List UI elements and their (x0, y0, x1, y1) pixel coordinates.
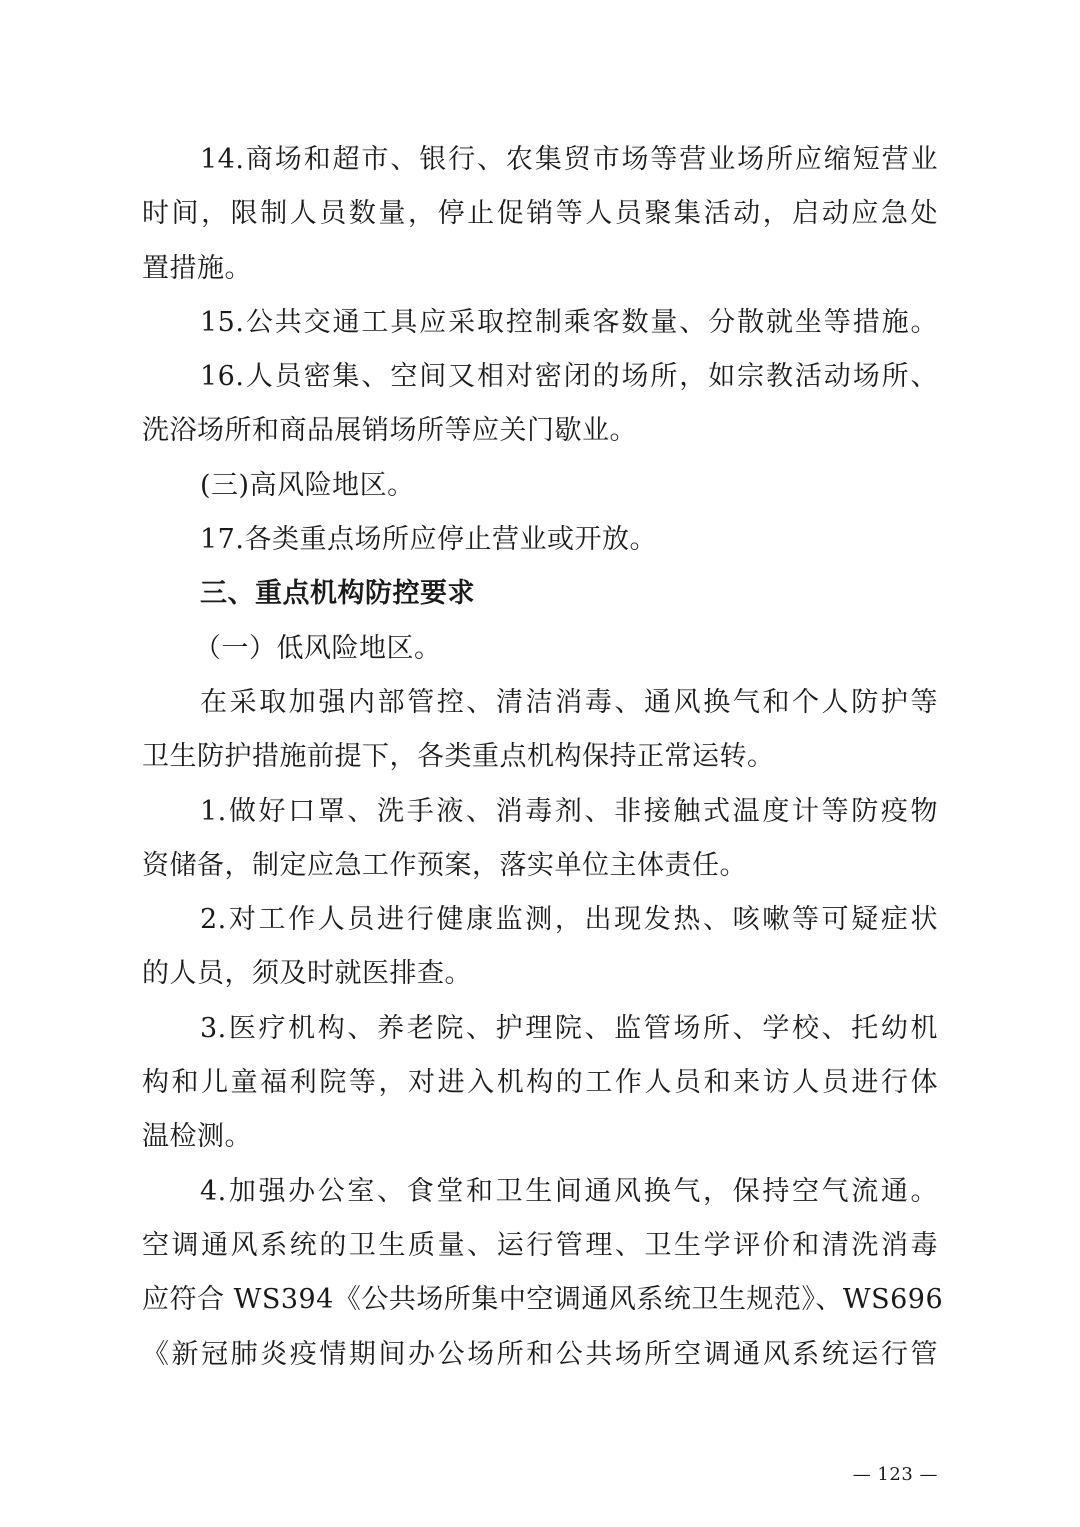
text-line: 16.人员密集、空间又相对密闭的场所，如宗教活动场所、 (200, 361, 938, 393)
text-line: 15.公共交通工具应采取控制乘客数量、分散就坐等措施。 (200, 306, 938, 338)
text-line: 温检测。 (142, 1121, 252, 1153)
text-line: 的人员，须及时就医排查。 (142, 958, 472, 990)
text-line: 资储备，制定应急工作预案，落实单位主体责任。 (142, 849, 747, 881)
text-line: 《新冠肺炎疫情期间办公场所和公共场所空调通风系统运行管 (142, 1338, 938, 1370)
text-line: 14.商场和超市、银行、农集贸市场等营业场所应缩短营业 (200, 144, 938, 175)
text-line: 1.做好口罩、洗手液、消毒剂、非接触式温度计等防疫物 (200, 795, 938, 827)
text-line: （一）低风险地区。 (194, 632, 442, 664)
text-line: 构和儿童福利院等，对进入机构的工作人员和来访人员进行体 (142, 1067, 938, 1099)
text-line: 3.医疗机构、养老院、护理院、监管场所、学校、托幼机 (200, 1012, 938, 1044)
text-line: 17.各类重点场所应停止营业或开放。 (200, 524, 657, 556)
text-line: 空调通风系统的卫生质量、运行管理、卫生学评价和清洗消毒 (142, 1229, 938, 1261)
text-line: 在采取加强内部管控、清洁消毒、通风换气和个人防护等 (200, 686, 938, 718)
text-line: 洗浴场所和商品展销场所等应关门歇业。 (142, 415, 637, 447)
text-line: 4.加强办公室、食堂和卫生间通风换气，保持空气流通。 (200, 1175, 938, 1207)
text-line: (三)高风险地区。 (200, 469, 415, 501)
section-heading: 三、重点机构防控要求 (200, 578, 475, 610)
text-line: 时间，限制人员数量，停止促销等人员聚集活动，启动应急处 (142, 198, 938, 230)
text-line: 2.对工作人员进行健康监测，出现发热、咳嗽等可疑症状 (200, 904, 938, 936)
text-line: 应符合 WS394《公共场所集中空调通风系统卫生规范》、WS696 (142, 1284, 944, 1316)
document-body (142, 133, 944, 1382)
page-number: — 123 — (852, 1464, 938, 1485)
text-line: 卫生防护措施前提下，各类重点机构保持正常运转。 (142, 741, 775, 773)
text-line: 置措施。 (142, 252, 252, 284)
